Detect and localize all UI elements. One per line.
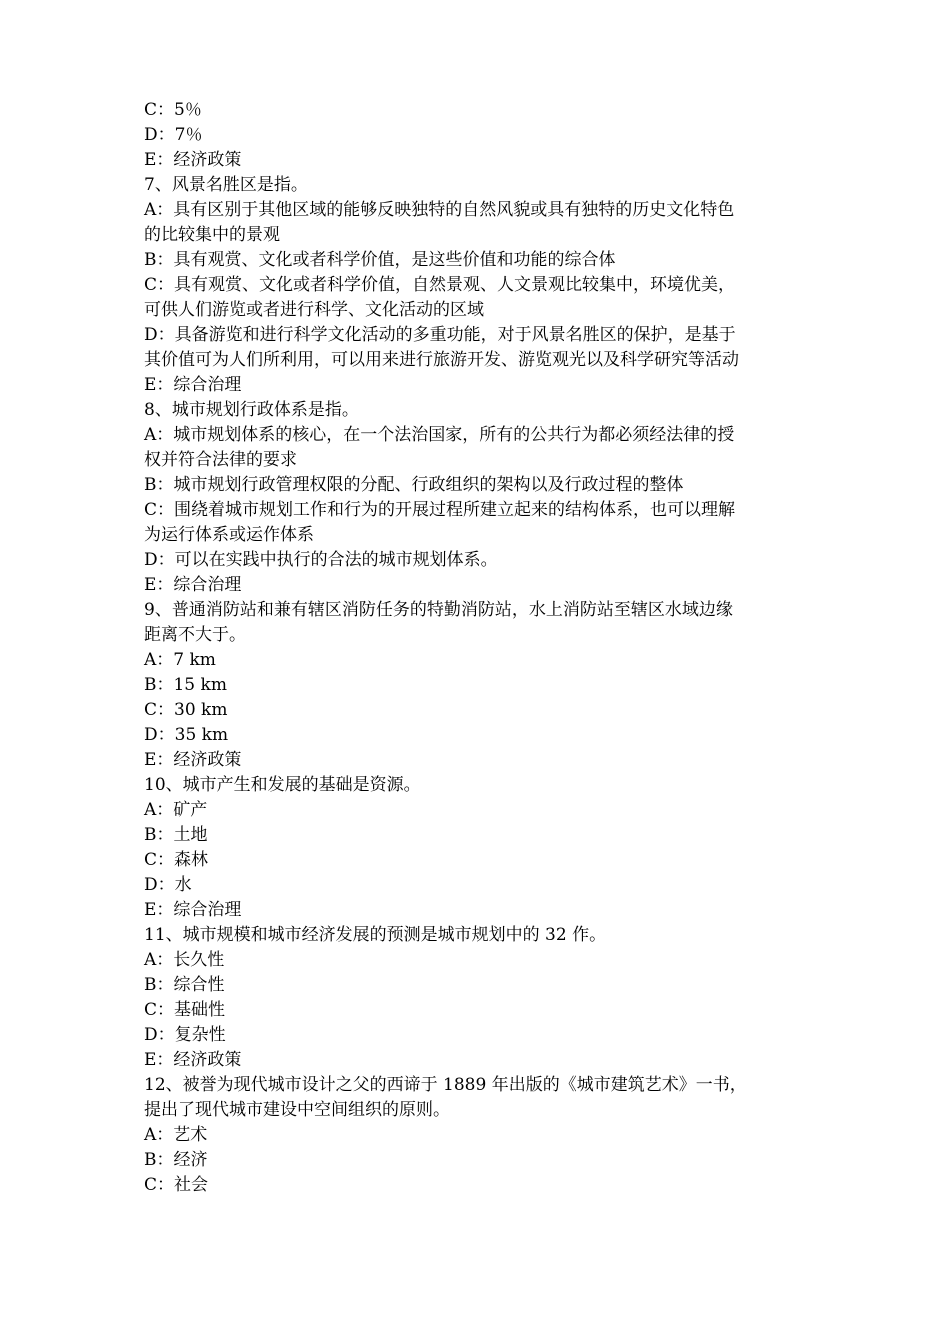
text-line: 提出了现代城市建设中空间组织的原则。 (144, 1100, 450, 1120)
text-line: D：水 (144, 875, 192, 895)
text-line: A：城市规划体系的核心，在一个法治国家，所有的公共行为都必须经法律的授 (144, 425, 735, 445)
text-line: E：综合治理 (144, 575, 242, 595)
question-11: 11、城市规模和城市经济发展的预测是城市规划中的 32 作。 (144, 925, 607, 945)
question-9: 9、普通消防站和兼有辖区消防任务的特勤消防站，水上消防站至辖区水域边缘 (144, 600, 733, 620)
text-line: 为运行体系或运作体系 (144, 525, 314, 545)
text-line: A：艺术 (144, 1125, 208, 1145)
text-line: C：具有观赏、文化或者科学价值，自然景观、人文景观比较集中，环境优美， (144, 275, 736, 295)
question-8: 8、城市规划行政体系是指。 (144, 400, 359, 420)
question-7: 7、风景名胜区是指。 (144, 175, 308, 195)
text-line: B：综合性 (144, 975, 225, 995)
text-line: E：综合治理 (144, 375, 242, 395)
text-line: C：基础性 (144, 1000, 226, 1020)
text-line: 权并符合法律的要求 (144, 450, 297, 470)
text-line: A：长久性 (144, 950, 225, 970)
question-12: 12、被誉为现代城市设计之父的西谛于 1889 年出版的《城市建筑艺术》一书， (144, 1075, 747, 1095)
text-line: C：森林 (144, 850, 209, 870)
text-line: A：7 km (144, 650, 216, 670)
text-line: C：围绕着城市规划工作和行为的开展过程所建立起来的结构体系，也可以理解 (144, 500, 736, 520)
text-line: C：30 km (144, 700, 228, 720)
text-line: B：15 km (144, 675, 227, 695)
text-line: E：经济政策 (144, 750, 242, 770)
text-line: A：具有区别于其他区域的能够反映独特的自然风貌或具有独特的历史文化特色 (144, 200, 735, 220)
text-line: 可供人们游览或者进行科学、文化活动的区域 (144, 300, 484, 320)
text-line: A：矿产 (144, 800, 208, 820)
text-line: D：可以在实践中执行的合法的城市规划体系。 (144, 550, 498, 570)
text-line: B：经济 (144, 1150, 208, 1170)
text-line: B：土地 (144, 825, 208, 845)
text-line: 其价值可为人们所利用，可以用来进行旅游开发、游览观光以及科学研究等活动 (144, 350, 739, 370)
text-line: B：城市规划行政管理权限的分配、行政组织的架构以及行政过程的整体 (144, 475, 684, 495)
text-line: E：经济政策 (144, 150, 242, 170)
text-line: D：35 km (144, 725, 229, 745)
text-line: D：具备游览和进行科学文化活动的多重功能，对于风景名胜区的保护，是基于 (144, 325, 736, 345)
text-line: E：综合治理 (144, 900, 242, 920)
text-line: D：7％ (144, 125, 203, 145)
text-line: C：社会 (144, 1175, 209, 1195)
text-line: D：复杂性 (144, 1025, 226, 1045)
text-line: 距离不大于。 (144, 625, 246, 645)
text-line: C：5％ (144, 100, 202, 120)
text-line: B：具有观赏、文化或者科学价值，是这些价值和功能的综合体 (144, 250, 616, 270)
text-line: 的比较集中的景观 (144, 225, 280, 245)
document-body (144, 98, 816, 1198)
text-line: E：经济政策 (144, 1050, 242, 1070)
question-10: 10、城市产生和发展的基础是资源。 (144, 775, 421, 795)
